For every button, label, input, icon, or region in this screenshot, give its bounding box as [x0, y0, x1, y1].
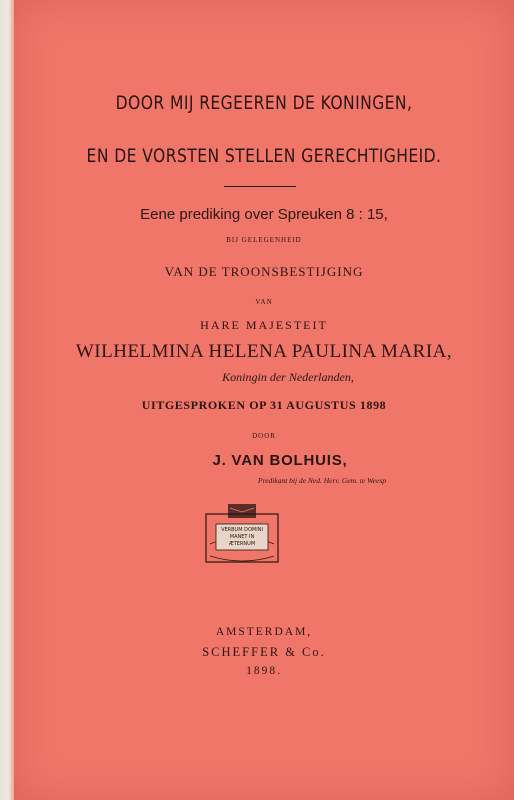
emblem-text-2: MANET IN: [229, 534, 255, 540]
printer-emblem: [202, 500, 282, 568]
door-label: DOOR: [252, 432, 276, 440]
book-cover: [14, 0, 514, 800]
title-divider: [224, 186, 296, 187]
queen-name: WILHELMINA HELENA PAULINA MARIA,: [75, 341, 453, 362]
occasion: VAN DE TROONSBESTIJGING: [164, 264, 364, 279]
title-line-1: DOOR MIJ REGEEREN DE KONINGEN,: [115, 92, 413, 114]
page-edge: [0, 0, 14, 800]
publication-year: 1898.: [246, 665, 282, 677]
author-name: J. VAN BOLHUIS,: [212, 452, 348, 469]
title-line-2: EN DE VORSTEN STELLEN GERECHTIGHEID.: [86, 145, 442, 167]
author-role: Predikant bij de Ned. Herv. Gem. te Weesp: [257, 476, 387, 485]
queen-title: Koningin der Nederlanden,: [222, 370, 354, 384]
publisher-city: AMSTERDAM,: [215, 626, 313, 638]
van-label: VAN: [255, 298, 273, 306]
subtitle: Eene prediking over Spreuken 8 : 15,: [140, 206, 388, 223]
emblem-text-3: ÆTERNUM: [228, 541, 256, 547]
spoken-date: UITGESPROKEN OP 31 AUGUSTUS 1898: [141, 398, 387, 412]
majesty: HARE MAJESTEIT: [200, 318, 328, 332]
occasion-small: BIJ GELEGENHEID: [226, 236, 302, 244]
emblem-text-1: VERBUM DOMINI: [221, 527, 263, 533]
publisher-name: SCHEFFER & Co.: [202, 645, 326, 659]
